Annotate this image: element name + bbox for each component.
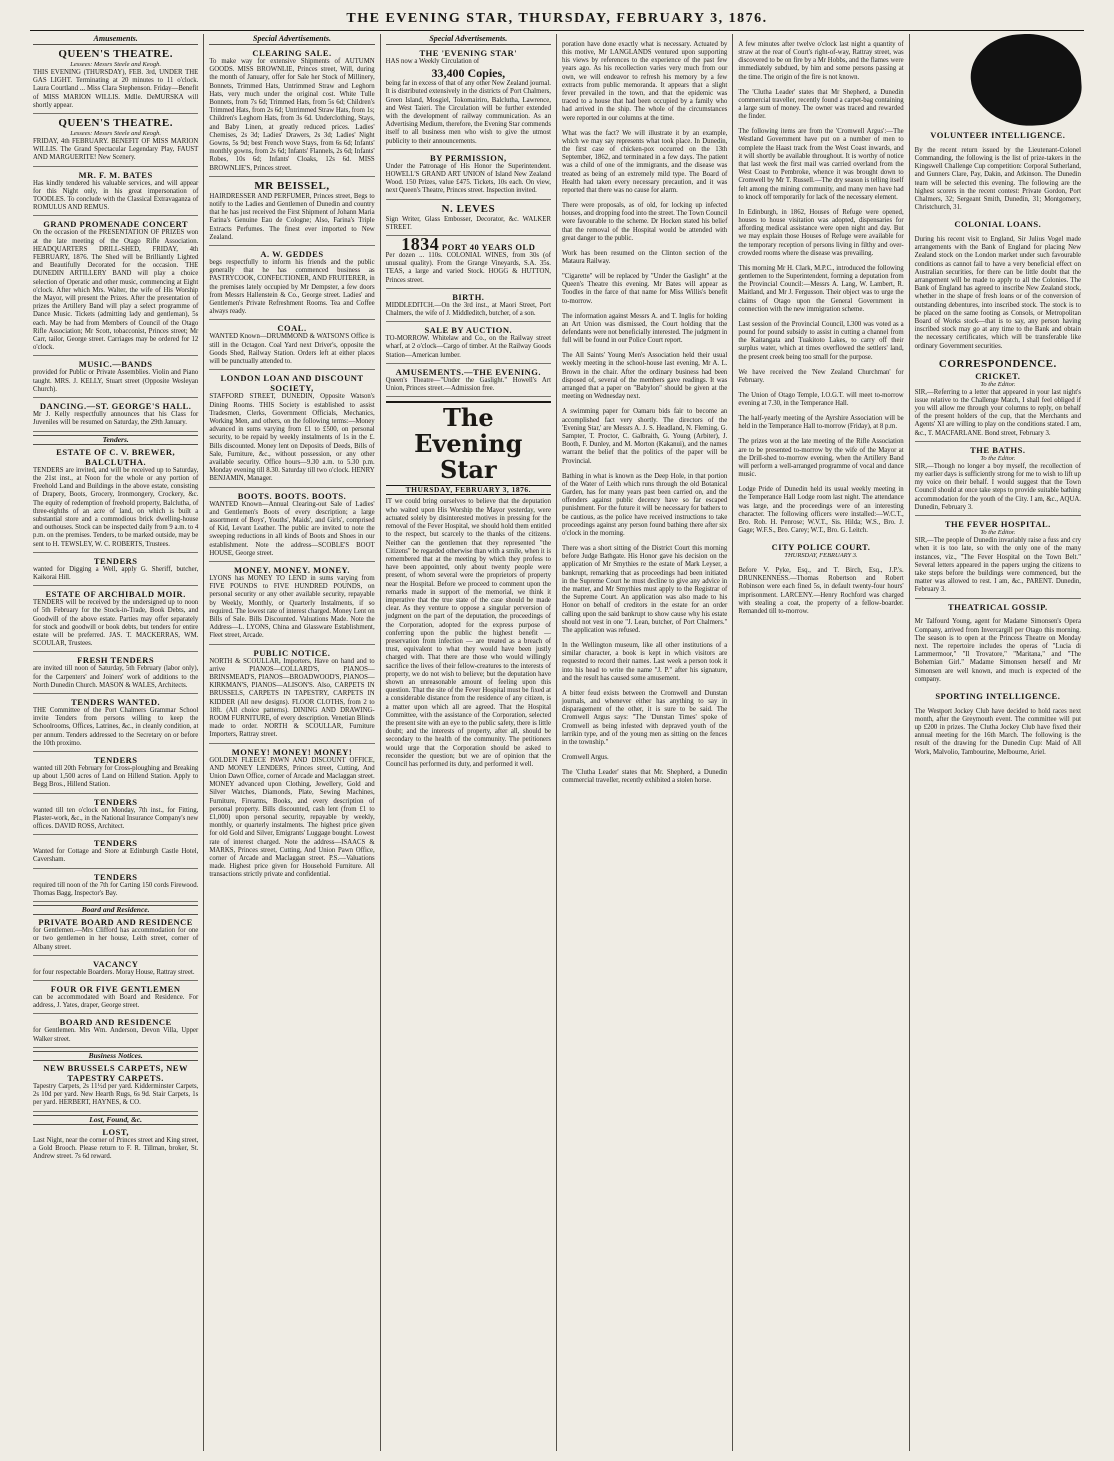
news-paragraph: poration have done exactly what is necessary. Actuated by this motive, Mr LANGLANDS ventured upon supporting his views by references to the experience of the past few years ago. As his recollection varies very much from our own, we will endeavor to refresh his memory by a few extracts from public memoranda. It appears that a slight fever prevailed in the town, and that the epidemic was traced to a house that had been occupied by a family who had arrived in the ship. The whole of the circumstances were reported in our columns at the time. bbox=[561, 40, 728, 122]
news-paragraph: A swimming paper for Oamaru bids fair to become an accomplished fact very shortly. The directors of the 'Evening Star,' are Messrs A. J. S. Headland, N. Fleming, G. Sampter, T. Proctor, C. Galbraith, G. Young (Arbiter), J. Booth, F. Dunley, and M. Morton (Kakanui), and the names warrant the belief that the politics of the paper will be Provincial. bbox=[561, 408, 728, 465]
tender-heading: TENDERS bbox=[93, 555, 138, 566]
columns bbox=[28, 34, 1086, 1451]
ad-item bbox=[33, 117, 198, 167]
column-header: Special Advertisements. bbox=[209, 34, 374, 45]
column-4 bbox=[557, 34, 733, 1451]
masthead bbox=[30, 8, 1084, 31]
letter-sub: To the Editor. bbox=[980, 529, 1016, 537]
tender-item bbox=[33, 838, 198, 868]
column-2 bbox=[204, 34, 380, 1451]
news-paragraph: What was the fact? We will illustrate it by an example, which we may say represents what took place. In Dunedin, the first case of chicken-pox occurred on the 13th September, 1862, and terminated in a few days. The patient was a child of one of the immigrants, and the disease was treated as being of an extremely mild type. The Board of Health had taken every necessary precaution, and it was reported that there was no cause for alarm. bbox=[561, 129, 728, 195]
ad-body: THIS EVENING (THURSDAY), FEB. 3rd, UNDER THE GAS LIGHT. Terminating at 20 minutes to 11 o'clock. Laura Courtland ... Miss Clara Stephenson. Friday—Benefit of MISS MARION WILLIS. Mdlle. DeMURSKA will shortly appear. bbox=[33, 69, 199, 109]
tender-heading: TENDERS bbox=[93, 754, 138, 765]
ad-heading: GRAND PROMENADE CONCERT bbox=[43, 219, 189, 230]
news-paragraph: The prizes won at the late meeting of the Rifle Association are to be presented to-morrow by the wife of the Mayor at the Drill-shed to-morrow evening, when the Artillery Band will perform a well-arranged programme of vocal and dance music. bbox=[738, 438, 904, 479]
port-body: Per dozen ... 110s. COLONIAL WINES, from 30s (of unusual quality). From the Grange Vineyards, S.A. 35s. TEAS, a large and varied Stock. HOGG & HUTTON, Princes street. bbox=[385, 252, 551, 284]
board-item bbox=[33, 917, 198, 956]
tender-heading: TENDERS bbox=[93, 796, 138, 807]
ad-heading: CLEARING SALE. bbox=[252, 48, 332, 58]
star-notice bbox=[386, 48, 551, 150]
amusements-body: Queen's Theatre—"Under the Gaslight." Howell's Art Union, Princes street.—Admission free. bbox=[385, 376, 551, 393]
ad-body: provided for Public or Private Assemblies. Violin and Piano taught. MRS. J. KELLY, Stuart street (Opposite Wesleyan Church). bbox=[33, 369, 199, 393]
tender-body: wanted till ten o'clock on Monday, 7th inst., for Fitting, Plaster-work, &c., in the National Insurance Company's new offices. DAVID ROSS, Architect. bbox=[33, 806, 199, 830]
ad-item bbox=[209, 249, 374, 320]
tender-body: Wanted for Cottage and Store at Edinburgh Castle Hotel, Caversham. bbox=[33, 848, 199, 864]
ad-body: HAIRDRESSER AND PERFUMER, Princes street, Begs to notify to the Ladies and Gentlemen of Dunedin and country that he has just received the First Shipment of Johann Maria Farina's Genuine Eau de Cologne; Also, Farina's Triple Extracts Perfumes. The finest ever imported to New Zealand. bbox=[209, 192, 375, 241]
tender-item bbox=[33, 556, 198, 586]
ad-heading: A. W. GEDDES bbox=[260, 249, 324, 260]
tender-body: wanted till 20th February for Cross-ploughing and Breaking up about 1,500 acres of Land on Hillend Station. Apply to Begg Bros., Hillend Station. bbox=[33, 764, 199, 789]
birth-notice bbox=[386, 292, 551, 322]
ad-item bbox=[33, 401, 198, 431]
letter-item bbox=[915, 371, 1081, 442]
business-heading: NEW BRUSSELS CARPETS, NEW TAPESTRY CARPETS. bbox=[43, 1063, 188, 1084]
news-paragraph: There were proposals, as of old, for locking up infected houses, and dropping food into the street. The Town Council were favourable to the scheme. Dr Hocken stated his belief that the removal of the Hospital would be attended with great danger to the public. bbox=[561, 202, 728, 242]
lost-body: Last Night, near the corner of Princes street and King street, a Gold Brooch. Please return to F. R. Tillman, broker, St. Andrew street. 7s 6d reward. bbox=[33, 1136, 199, 1161]
sale-heading: SALE BY AUCTION. bbox=[424, 325, 513, 336]
ad-heading: MUSIC.—BANDS bbox=[78, 359, 153, 370]
ad-heading: MR BEISSEL, bbox=[254, 179, 330, 192]
tender-body: are invited till noon of Saturday, 5th February (labor only), for the Carpenters' and Joiners' work of additions to the North Dunedin Church. MASON & WALES, Architects. bbox=[33, 665, 199, 689]
port-year: 1834 bbox=[401, 234, 440, 255]
letter-body: SIR,—Though no longer a boy myself, the recollection of my earlier days is sufficiently strong for me to wish to lift up my voice on their behalf. I would suggest that the Town Council should at once take steps to provide suitable bathing accommodation for the youth of the City. I am, &c., AQUA. Dunedin, February 3. bbox=[914, 462, 1081, 511]
letter-heading: CRICKET. bbox=[975, 370, 1021, 381]
ad-body: GOLDEN FLEECE PAWN AND DISCOUNT OFFICE, AND MONEY LENDERS, Princes street, Cutting, And Union Dawn Office, corner of Arcade and Maclaggan street. MONEY advanced upon Clothing, Jewellery, Gold and Silver Watches, Diamonds, Plate, Sewing Machines, Furniture, Firearms, Books, and every description of personal property. Bills discounted, cash lent (from £1 to £1,000) upon personal security, repayable by weekly, monthly, or quarterly instalments. The highest price given for old Gold and Silver, Emigrants' Luggage bought. Lowest rate of interest charged. Note the address—ISAACS & MARKS, Princes street, Cutting, And Union Pawn Office, corner of Arcade and Maclaggan street. P.S.—Valuations made. Highest price given for Household Furniture. All transactions strictly private and confidential. bbox=[209, 756, 375, 879]
tender-heading: ESTATE OF C. V. BREWER, BALCLUTHA. bbox=[56, 446, 176, 467]
letter-heading: THE BATHS. bbox=[970, 444, 1026, 455]
star-notice-body: HAS now a Weekly Circulation of bbox=[385, 58, 480, 65]
news-paragraph: Last session of the Provincial Council, L300 was voted as a pound for pound subsidy to assist in cutting a channel from the Kaitangata and Tuakitoto Lakes, to carry off their surplus water, which at times overflowed the settlers' land, the present creek being too small for the purpose. bbox=[738, 320, 904, 361]
port-heading: PORT 40 YEARS OLD bbox=[441, 242, 536, 253]
ad-item bbox=[209, 373, 374, 487]
sale-notice bbox=[386, 325, 551, 364]
news-paragraph: A bitter feud exists between the Cromwell and Dunstan journals, and whenever either has anything to say in disparagement of the other, it is sure to be said. The Cromwell Argus says: "The 'Dunstan Times' spoke of Cromwell as being infested with depraved youth of the larrikin type, and of the young men as sitting on the fences in the township." bbox=[561, 689, 728, 746]
ad-body: FRIDAY, 4th FEBRUARY. BENEFIT OF MISS MARION WILLIS. The Grand Spectacular Legendary Play, FAUST AND MARGUERITE! New Scenery. bbox=[33, 138, 199, 162]
loans-heading: COLONIAL LOANS. bbox=[954, 219, 1042, 230]
news-paragraph: We have received the 'New Zealand Churchman' for February. bbox=[738, 368, 904, 384]
newspaper-nameplate: The Evening Star bbox=[386, 401, 551, 483]
tender-heading: TENDERS bbox=[93, 838, 138, 849]
volunteer-heading: VOLUNTEER INTELLIGENCE. bbox=[930, 130, 1066, 140]
tender-item bbox=[33, 589, 198, 652]
sporting-heading: SPORTING INTELLIGENCE. bbox=[935, 690, 1061, 701]
amusements-notice bbox=[386, 367, 551, 397]
news-paragraph: In Edinburgh, in 1862, Houses of Refuge were opened, houses to house visitation was adopted, dispensaries for affording medical assistance were open night and day. But we may explain those Houses of Refuge were available for the temporary reception of persons living in filthy and over-crowded rooms where the disease was prevailing. bbox=[738, 208, 904, 257]
ad-item bbox=[33, 359, 198, 398]
tender-heading: TENDERS WANTED. bbox=[71, 696, 161, 707]
ad-heading: COAL. bbox=[277, 323, 307, 334]
letter-item bbox=[915, 445, 1081, 516]
correspondence-heading: CORRESPONDENCE. bbox=[938, 357, 1057, 370]
news-paragraph: In the Wellington museum, like all other institutions of a similar character, a book is kept in which visitors are requested to record their names. Last week a person took it into his head to write the name "J. P." after his signature, and the result has caused some amusement. bbox=[561, 641, 728, 682]
tender-body: TENDERS will be received by the undersigned up to noon of 5th February for the Stock-in-Trade, Book Debts, and Goodwill of the above estate. Parties may offer separately for stock and goodwill or book debts, but tenders for entire estate will be preferred. JAS. T. MACKERRAS, WM. SCOULAR, Trustees. bbox=[33, 599, 199, 648]
ad-item bbox=[209, 323, 374, 370]
board-item bbox=[33, 959, 198, 981]
news-paragraph: The following items are from the 'Cromwell Argus':—The Westland Government have put on a number of men to complete the Haast track from the West Coast inwards, and it will shortly be available throughout. It is worthy of notice that last week the first mail was carried overland from the West Coast to Pembroke, whence it was brought down to Cromwell by Mr T. Russell.—The dry season is telling itself felt among the mining community, and many men have had to knock off temporarily for lack of the necessary element. bbox=[738, 128, 904, 201]
art-union-heading: BY PERMISSION, bbox=[430, 152, 507, 163]
news-paragraph: Lodge Pride of Dunedin held its usual weekly meeting in the Temperance Hall Lodge room last night. The attendance was large, and the proceedings were of an interesting character. The following officers were installed:—W.C.T., Bro. Rob. H. Penrose; W.V.T., Sis. Hilda; W.S., Bro. J. Gage; W.F.S., Bro. Carey; W.T., Bro. G. Leitch. bbox=[738, 486, 904, 535]
board-heading: FOUR OR FIVE GENTLEMEN bbox=[50, 984, 181, 995]
theatrical-heading: THEATRICAL GOSSIP. bbox=[947, 601, 1048, 612]
port-ad bbox=[385, 234, 551, 289]
ad-item bbox=[33, 48, 198, 114]
section-heading: Lost, Found, &c. bbox=[33, 1115, 198, 1125]
ad-item bbox=[209, 648, 374, 744]
ad-body: NORTH & SCOULLAR, Importers, Have on hand and to arrive PIANOS—COLLARD'S, PIANOS—BRINSMEAD'S, PIANOS—BROADWOOD'S, PIANOS—KIRKMAN'S, PIANOS—ALISON'S. Also, CARPETS IN BRUSSELS, CARPETS IN TAPESTRY, CARPETS IN KIDDER (All new designs). FLOOR CLOTHS, from 2 to 18ft. (All choice patterns). DINING AND DRAWING-ROOM FURNITURE, of every description. Venetian Blinds made to order. NORTH & SCOULLAR, Furniture Importers, Rattray street. bbox=[209, 657, 375, 739]
ad-heading: BOOTS. BOOTS. BOOTS. bbox=[237, 490, 347, 501]
news-paragraph: The 'Clutha Leader' states that Mr. Shepherd, a Dunedin commercial traveller, recently exhibited a stolen horse. bbox=[561, 769, 728, 785]
leves-body: Sign Writer, Glass Embosser, Decorator, &c. WALKER STREET. bbox=[385, 215, 551, 231]
board-heading: VACANCY bbox=[92, 958, 139, 969]
ad-item bbox=[209, 48, 374, 177]
theatrical-body: Mr Talfourd Young, agent for Madame Simonsen's Opera Company, arrived from Invercargill per Otago this morning. The season is to open at the Princess Theatre on Monday next. The repertoire includes the operas of "Lucia di Lammermoor," "Il Trovatore," "Maritana," and "The Bohemian Girl." Madame Simonsen herself and Mr Simonsen are well known, and much is expected of the company. bbox=[914, 618, 1081, 683]
ad-heading: MONEY. MONEY. MONEY. bbox=[233, 564, 350, 575]
tender-body: required till noon of the 7th for Carting 150 cords Firewood. Thomas Bagg, Inspector's Bay. bbox=[33, 881, 199, 897]
ad-subheading: Lessees: Messrs Steele and Keogh. bbox=[70, 130, 162, 138]
section-heading: Business Notices. bbox=[33, 1051, 198, 1061]
column-6 bbox=[910, 34, 1086, 1451]
news-paragraph: There was a short sitting of the District Court this morning before Judge Bathgate. His Honor gave his decision on the application of Mr Smythies re the estate of Mark Leyser, a bankrupt, remarking that as proceedings had been initiated in the Supreme Court he must decline to give any advice in the matter, and Mr Smythies must apply to the Registrar of the Supreme Court. An application was also made to his Honor on behalf of creditors in the estate for an order calling upon the said bankrupt to show cause why his estate should not vest in one "J. Lean, butcher, of Port Chalmers." The application was refused. bbox=[561, 544, 728, 634]
tender-item bbox=[33, 755, 198, 794]
board-body: can be accommodated with Board and Residence. For address, J. Yates, draper, George street. bbox=[33, 994, 199, 1010]
letter-body: SIR,—Referring to a letter that appeared in your last night's issue relative to the Challenge Match, I shall feel obliged if you will allow me through your columns to reply, on behalf of the present holders of the cup, that the Merchants and Agents' XI are willing to play on the conditions stated. I am, &c., T. MACFARLANE. Bond street, February 3. bbox=[914, 388, 1081, 437]
tender-item bbox=[33, 872, 198, 902]
art-union-body: Under the Patronage of His Honor the Superintendent. HOWELL'S GRAND ART UNION of Island New Zealand Wood. 150 Prizes, value £475. Tickets, 10s each. On view, next Queen's Theatre, Princes street. Inspection invited. bbox=[385, 162, 551, 195]
board-body: for Gentlemen. Mrs Wm. Anderson, Devon Villa, Upper Walker street. bbox=[33, 1027, 199, 1043]
tender-heading: TENDERS bbox=[93, 871, 138, 882]
letter-body: SIR,—The people of Dunedin invariably raise a fuss and cry when it is too late, so with the only one of the many instances, viz., "The Fever Hospital on the Town Belt." Several letters appeared in the papers urging the citizens to take steps before the buildings were commenced, but the matter was allowed to rest. I am, &c., PARENT. Dunedin, February 3. bbox=[914, 537, 1081, 594]
tender-item bbox=[33, 447, 198, 553]
ad-body: WANTED Known—Annual Clearing-out Sale of Ladies' and Gentlemen's Boots of every description; a large assortment of Boys', Youths', Maids', and Girls', comprised of Kid, Levant Leather. The public are invited to note the sweeping reductions in all kinds of Boots and Shoes in our establishment. Note the address—SCOBLE'S BOOT HOUSE, George street. bbox=[209, 500, 375, 557]
ad-body: Mr J. Kelly respectfully announces that his Class for Juveniles will be resumed on Saturday, the 29th January. bbox=[33, 411, 199, 427]
ad-body: To make way for extensive Shipments of AUTUMN GOODS. MISS BROWNLIE, Princes street, Will, during the month of January, offer for Sale her Stock of Millinery, Bonnets, Trimmed Hats, Untrimmed Straw and Leghorn Hats, very much under the original cost. White Tulle Bonnets, from 7s 6d; Trimmed Hats, from 5s 6d; Children's Trimmed Hats, from 2s 6d; Untrimmed Straw Hats, from 1s; Children's Leghorn Hats, from 3s 6d. Underclothing, Stays, and Baby Linen, at greatly reduced prices. Ladies' Chemises, 2s 3d; Ladies' Drawers, 2s 3d; Ladies' Night Gowns, 5s 9d; best French wove Stays, from 6s 6d; Infants' monthly gowns, from 2s 6d; Infants' Flannels, 2s 6d; Infants' Robes, 10s 6d; Infants' Cloaks, 12s 6d. MISS BROWNLIE'S, Princes street. bbox=[209, 58, 375, 172]
sale-body: TO-MORROW. Whitelaw and Co., on the Railway street wharf, at 2 o'clock—Cargo of timber. At the Railway Goods Station—American lumber. bbox=[385, 335, 551, 359]
lost-heading: LOST, bbox=[102, 1126, 129, 1137]
news-paragraph: Cromwell Argus. bbox=[561, 754, 609, 761]
column-5 bbox=[733, 34, 909, 1451]
ad-item bbox=[209, 747, 374, 883]
news-paragraph: Work has been resumed on the Clinton section of the Mataura Railway. bbox=[561, 249, 728, 266]
news-paragraph: Bathing in what is known as the Deep Hole, in that portion of the Water of Leith which runs through the old Botanical Garden, has for many years past been carried on, and the offenders against public decency have so far escaped punishment. For the future it will be necessary for bathers to be cautious, as the police have received instructions to take proceedings against any person found bathing there after six o'clock in the morning. bbox=[561, 472, 728, 537]
ad-heading: QUEEN'S THEATRE. bbox=[58, 48, 173, 60]
board-item bbox=[33, 1017, 198, 1047]
business-body: Tapestry Carpets, 2s 11½d per yard. Kidderminster Carpets, 2s 10d per yard. New Hearth Rugs, 6s 9d. Stair Carpets, 1s per yard. HERBERT, HAYNES, & CO. bbox=[33, 1083, 199, 1107]
letter-heading: THE FEVER HOSPITAL. bbox=[944, 519, 1051, 530]
star-notice-body-2: being far in excess of that of any other New Zealand journal. It is distributed extensively in the districts of Port Chalmers, Green Island, Mosgiel, Tokomairiro, Balclutha, Lawrence, and West Taieri. The Circulation will be further extended with the development of railway communication. As an Advertising Medium, therefore, the Evening Star commends itself to all business men who wish to give the utmost publicity to their announcements. bbox=[385, 80, 551, 145]
circulation-figure: 33,400 Copies, bbox=[431, 66, 506, 81]
ad-body: begs respectfully to inform his friends and the public generally that he has commenced business as PASTRYCOOK, CONFECTIONER, AND FRUITERER, in the premises lately occupied by Mr Dempster, a few doors from Messrs Hallenstein & Co., George street. Ladies' and Gentlemen's Private Refreshment Rooms. Tea and Coffee always ready. bbox=[209, 259, 375, 316]
ad-heading: PUBLIC NOTICE. bbox=[253, 647, 331, 658]
news-paragraph: The half-yearly meeting of the Ayrshire Association will be held in the Temperance Hall to-morrow (Friday), at 8 p.m. bbox=[738, 415, 904, 431]
letter-sub: To the Editor. bbox=[980, 454, 1016, 462]
ad-item bbox=[209, 180, 374, 246]
board-body: for four respectable Boarders. Moray House, Rattray street. bbox=[33, 968, 195, 976]
column-header: Amusements. bbox=[33, 34, 198, 45]
ad-item bbox=[209, 491, 374, 562]
news-paragraph: The 'Clutha Leader' states that Mr Shepherd, a Dunedin commercial traveller, recently found a carpet-bag containing a large sum of money. The owner was traced and rewarded the finder. bbox=[738, 88, 904, 121]
ad-heading: MONEY! MONEY! MONEY! bbox=[231, 746, 353, 757]
tender-item bbox=[33, 697, 198, 752]
letter-item bbox=[915, 519, 1081, 598]
loans-body: During his recent visit to England, Sir Julius Vogel made arrangements with the Bank of England for placing New Zealand stock on the London market under such favourable conditions as cannot fail to have a very beneficial effect on Australian securities, for there can be little doubt that the arrangement will be made to apply to all the Colonies. The Bank of England has agreed to inscribe New Zealand stock, whether in the shape of fresh loans or of the conversion of outstanding debentures, into inscribed stock. The stock is to be placed on the same footing as Consols, or Metropolitan Board of Works stock—that is to say, any person having inscribed stock may go at any time to the Bank and obtain the necessary certificates, which will be transferable like ordinary Government securities. bbox=[914, 236, 1081, 350]
ad-body: On the occasion of the PRESENTATION OF PRIZES won at the late meeting of the Otago Rifle Association. HEADQUARTERS DRILL-SHED, FRIDAY, 4th FEBRUARY, 1876. The Shed will be Brilliantly Lighted and Beautifully Decorated for the occasion. THE DUNEDIN ARTILLERY BAND will play a choice selection of Operatic and other music, commencing at Eight o'clock. After which Mrs. Walter, the wife of His Worship the Mayor, will present the Prizes. After the presentation of prizes the Artillery Band will play a select programme of Dance Music. Tickets (admitting lady and gentleman), 5s each. May be had from Members of Council of the Otago Rifle Association; Mr Scott, tobacconist, Princes street; Mr Carr, tailor, George street. Carriages may be ordered for 12 o'clock. bbox=[33, 229, 199, 352]
ad-item bbox=[33, 219, 198, 356]
ad-item bbox=[33, 170, 198, 217]
leves-ad bbox=[386, 203, 551, 236]
ad-body: Has kindly tendered his valuable services, and will appear for this Night only, in his great impersonation of TOODLES. To conclude with the Classical Extravaganza of ROMULUS AND REMUS. bbox=[33, 179, 199, 212]
news-paragraph: A few minutes after twelve o'clock last night a quantity of straw at the rear of Court's right-of-way, Rattray street, was discovered to be on fire by a Mr Hobbs, and the flames were immediately subdued, by him and some persons passing at the time. The origin of the fire is not known. bbox=[738, 40, 904, 81]
section-heading: Board and Residence. bbox=[33, 905, 198, 915]
dateline: THURSDAY, FEBRUARY 3, 1876. bbox=[386, 485, 551, 495]
column-header: Special Advertisements. bbox=[386, 34, 551, 45]
art-union-ad bbox=[386, 153, 551, 200]
section-heading: Tenders. bbox=[33, 435, 198, 445]
board-body: for Gentlemen.—Mrs Clifford has accommodation for one or two gentlemen in her house, Leith street, corner of Albany street. bbox=[33, 927, 199, 951]
ad-heading: DANCING.—ST. GEORGE'S HALL. bbox=[39, 401, 192, 412]
column-1 bbox=[28, 34, 204, 1451]
ad-heading: LONDON LOAN AND DISCOUNT SOCIETY, bbox=[220, 373, 364, 394]
leader-article: IT we could bring ourselves to believe that the deputation who waited upon His Worship the Mayor yesterday, were actuated solely by disinterested motives in pressing for the removal of the Fever Hospital, we should hold them entitled to the respect, but scarcely to the thanks of the citizens. Neither can the gentlemen that they represented "the Citizens" be regarded otherwise than with a smile, when it is remembered that at the meeting by which they profess to have been appointed, only about twenty people were present, of whom several were the proprietors of property near the Hospital. Before we proceed to comment upon the remarks made in support of the memorial, we think it imperative that the true state of the case should be made clear. As they venture to oppose a singular perversion of judgment on the part of the deputation, the proceedings of the Corporation, adopted for the express purpose of conferring upon the public the highest benefit — preservation from infection — are treated as a breach of trust, equivalent to what they would have been justly charged with. That there are those who would willingly sacrifice the lives of their fellow-creatures to the interests of property, we do not wish to believe; but the deputation have shown an unreasonable amount of feeling upon this question. That the site of the Fever Hospital must be fixed at a considerable distance from the residence of any citizen, is a matter upon which all are agreed. That the Hospital Committee, with the assistance of the Corporation, selected the present site with an eye to the public safety, there is little doubt; and the interests of property, after all, should be secondary to the health of the community. The petitioners would urge that the Corporation should be asked to reconsider the question; but we are of opinion that the Council has performed its duty, and performed it well. bbox=[385, 498, 551, 768]
star-notice-heading: THE 'EVENING STAR' bbox=[419, 48, 518, 58]
volunteer-body: By the recent return issued by the Lieutenant-Colonel Commanding, the following is the list of prize-takers in the Kingswell Challenge Cup competition: Corporal Sutherland, and Gunners Clare, Pay, Dakin, and Atkinson. The Dunedin team will be selected this evening. The following are the highest scorers in the recent contest: Private Gordon, Port Chalmers, 32; Sergeant Smith, Dunedin, 31; Montgomery, Christchurch, 31. bbox=[914, 146, 1081, 212]
lost-item bbox=[33, 1127, 198, 1165]
news-paragraph: The All Saints' Young Men's Association held their usual weekly meeting in the school-house last evening, Mr A. L. Brown in the chair. After the ordinary business had been disposed of, several of the members gave readings. It was arranged that a paper on "Babylon" should be given at the meeting on Wednesday next. bbox=[561, 352, 728, 401]
birth-body: MIDDLEDITCH.—On the 3rd inst., at Maori Street, Port Chalmers, the wife of J. Middleditch, butcher, of a son. bbox=[385, 301, 551, 318]
ad-item bbox=[209, 565, 374, 645]
board-heading: BOARD AND RESIDENCE bbox=[59, 1017, 172, 1028]
ad-body: STAFFORD STREET, DUNEDIN, Opposite Watson's Dining Rooms. THIS Society is established to assist Tradesmen, Clerks, Government Officials, Mechanics, Working Men, and others, on the following terms:—Money advanced in sums varying from £1 to £500, on personal security, to be repaid by weekly instalments of 1s in the £. Bills discounted. Money lent on Deposits of Deeds, Bills of Sale, Furniture, &c., without possession, or any other available security. Office hours—9.30 a.m. to 5.30 p.m. Monday evening till 8.30. Saturday till two o'clock. HENRY BENJAMIN, Manager. bbox=[209, 393, 375, 483]
ad-heading: QUEEN'S THEATRE. bbox=[58, 117, 173, 130]
news-paragraph: "Cigarette" will be replaced by "Under the Gaslight" at the Queen's Theatre this evening. Mr Bates will appear as Toodles in the farce of that name for Miss Willis's benefit to-morrow. bbox=[561, 273, 728, 305]
letter-sub: To the Editor. bbox=[980, 380, 1016, 388]
tender-heading: FRESH TENDERS bbox=[77, 655, 155, 666]
masthead-title: THE EVENING STAR, THURSDAY, FEBRUARY 3, 1876. bbox=[346, 11, 768, 26]
tender-body: wanted for Digging a Well, apply G. Sheriff, butcher, Kaikorai Hill. bbox=[33, 565, 199, 581]
news-paragraph: This morning Mr H. Clark, M.P.C., introduced the following gentlemen to the Superintendent, forming a deputation from the Provincial Council:—Messrs A. Lang, W. Lambert, R. Maitland, and Mr J. Fergusson. Their object was to urge the claims of Otago upon the General Government in connection with the new immigration scheme. bbox=[738, 264, 904, 313]
ad-body: LYONS has MONEY TO LEND in sums varying from FIVE POUNDS to FIVE HUNDRED POUNDS, on personal security or any other available security, repayable by Weekly, Monthly, or Quarterly Instalments, if so required. The lowest rate of interest charged. Money Lent on Bills of Sale. Bills Discounted. Valuations Made. Note the Address—L. LYONS, China and Glassware Establishment, Fleet street, Arcade. bbox=[209, 574, 375, 640]
leves-heading: N. LEVES bbox=[441, 202, 496, 215]
board-heading: PRIVATE BOARD AND RESIDENCE bbox=[38, 917, 193, 928]
tender-body: THE Committee of the Port Chalmers Grammar School invite Tenders from persons willing to keep the Schoolrooms, Offices, Latrines, &c., in cleanly condition, at per annum. Tenders addressed to the Secretary on or before the 10th proximo. bbox=[33, 706, 199, 747]
business-item bbox=[33, 1063, 198, 1112]
news-paragraph: The Union of Otago Temple, I.O.G.T. will meet to-morrow evening at 7.30, in the Temperance Hall. bbox=[738, 391, 904, 408]
ad-subheading: Lessees: Messrs Steele and Keogh. bbox=[70, 61, 162, 68]
tender-heading: ESTATE OF ARCHIBALD MOIR. bbox=[45, 589, 186, 600]
sporting-body: The Westport Jockey Club have decided to hold races next month, after the Greymouth event. The committee will put up £200 in prizes. The Clutha Jockey Club have fixed their annual meeting for the 16th March. The following is the result of the drawing for the Dunedin Cup: Maid of All Work, Malvolio, Tambourine, Melbourne, Ariel. bbox=[914, 707, 1081, 756]
ad-body: WANTED Known—DRUMMOND & WATSON'S Office is still in the Octagon. Coal Yard next Driver's, opposite the Goods Shed, Railway Station. Orders left at either places will be punctually attended to. bbox=[209, 333, 375, 366]
column-3 bbox=[381, 34, 557, 1451]
tender-body: TENDERS are invited, and will be received up to Saturday, the 21st inst., at Noon for the whole or any portion of Freehold Land and Buildings in the above estate, consisting of Drapery, Boots, Grocery, Ironmongery, Crockery, &c. The equity of redemption of freehold property, Balclutha, of three-eighths of an acre of land, on which is built a substantial store and a commodious brick dwelling-house and outhouses. Stock can be inspected daily from 9 a.m. to 4 p.m. on the premises. Tenders, to be marked outside, may be sent to H. TEWSLEY, W. C. ROBERTS, Trustees. bbox=[33, 466, 199, 548]
police-court-date: THURSDAY, FEBRUARY 3. bbox=[784, 552, 858, 560]
tender-item bbox=[33, 655, 198, 694]
birth-heading: BIRTH. bbox=[452, 291, 485, 302]
ad-heading: MR. F. M. BATES bbox=[78, 169, 153, 180]
tender-item bbox=[33, 797, 198, 836]
police-court-report: Before V. Pyke, Esq., and T. Birch, Esq., J.P.'s. DRUNKENNESS.—Thomas Robertson and Robert Robinson were each fined 5s, in default twenty-four hours' imprisonment. LARCENY.—Henry Rochford was charged with stealing a coat, the property of a fellow-boarder. Remanded till to-morrow. bbox=[738, 566, 904, 615]
police-court-heading: CITY POLICE COURT. bbox=[771, 542, 871, 553]
news-paragraph: The information against Messrs A. and T. Inglis for holding an Art Union was dismissed, the Court holding that the defendants were not beneficially interested. The judgment in full will be found in our Police Court report. bbox=[561, 312, 728, 345]
board-item bbox=[33, 984, 198, 1014]
amusements-heading: AMUSEMENTS.—THE EVENING. bbox=[395, 366, 542, 377]
